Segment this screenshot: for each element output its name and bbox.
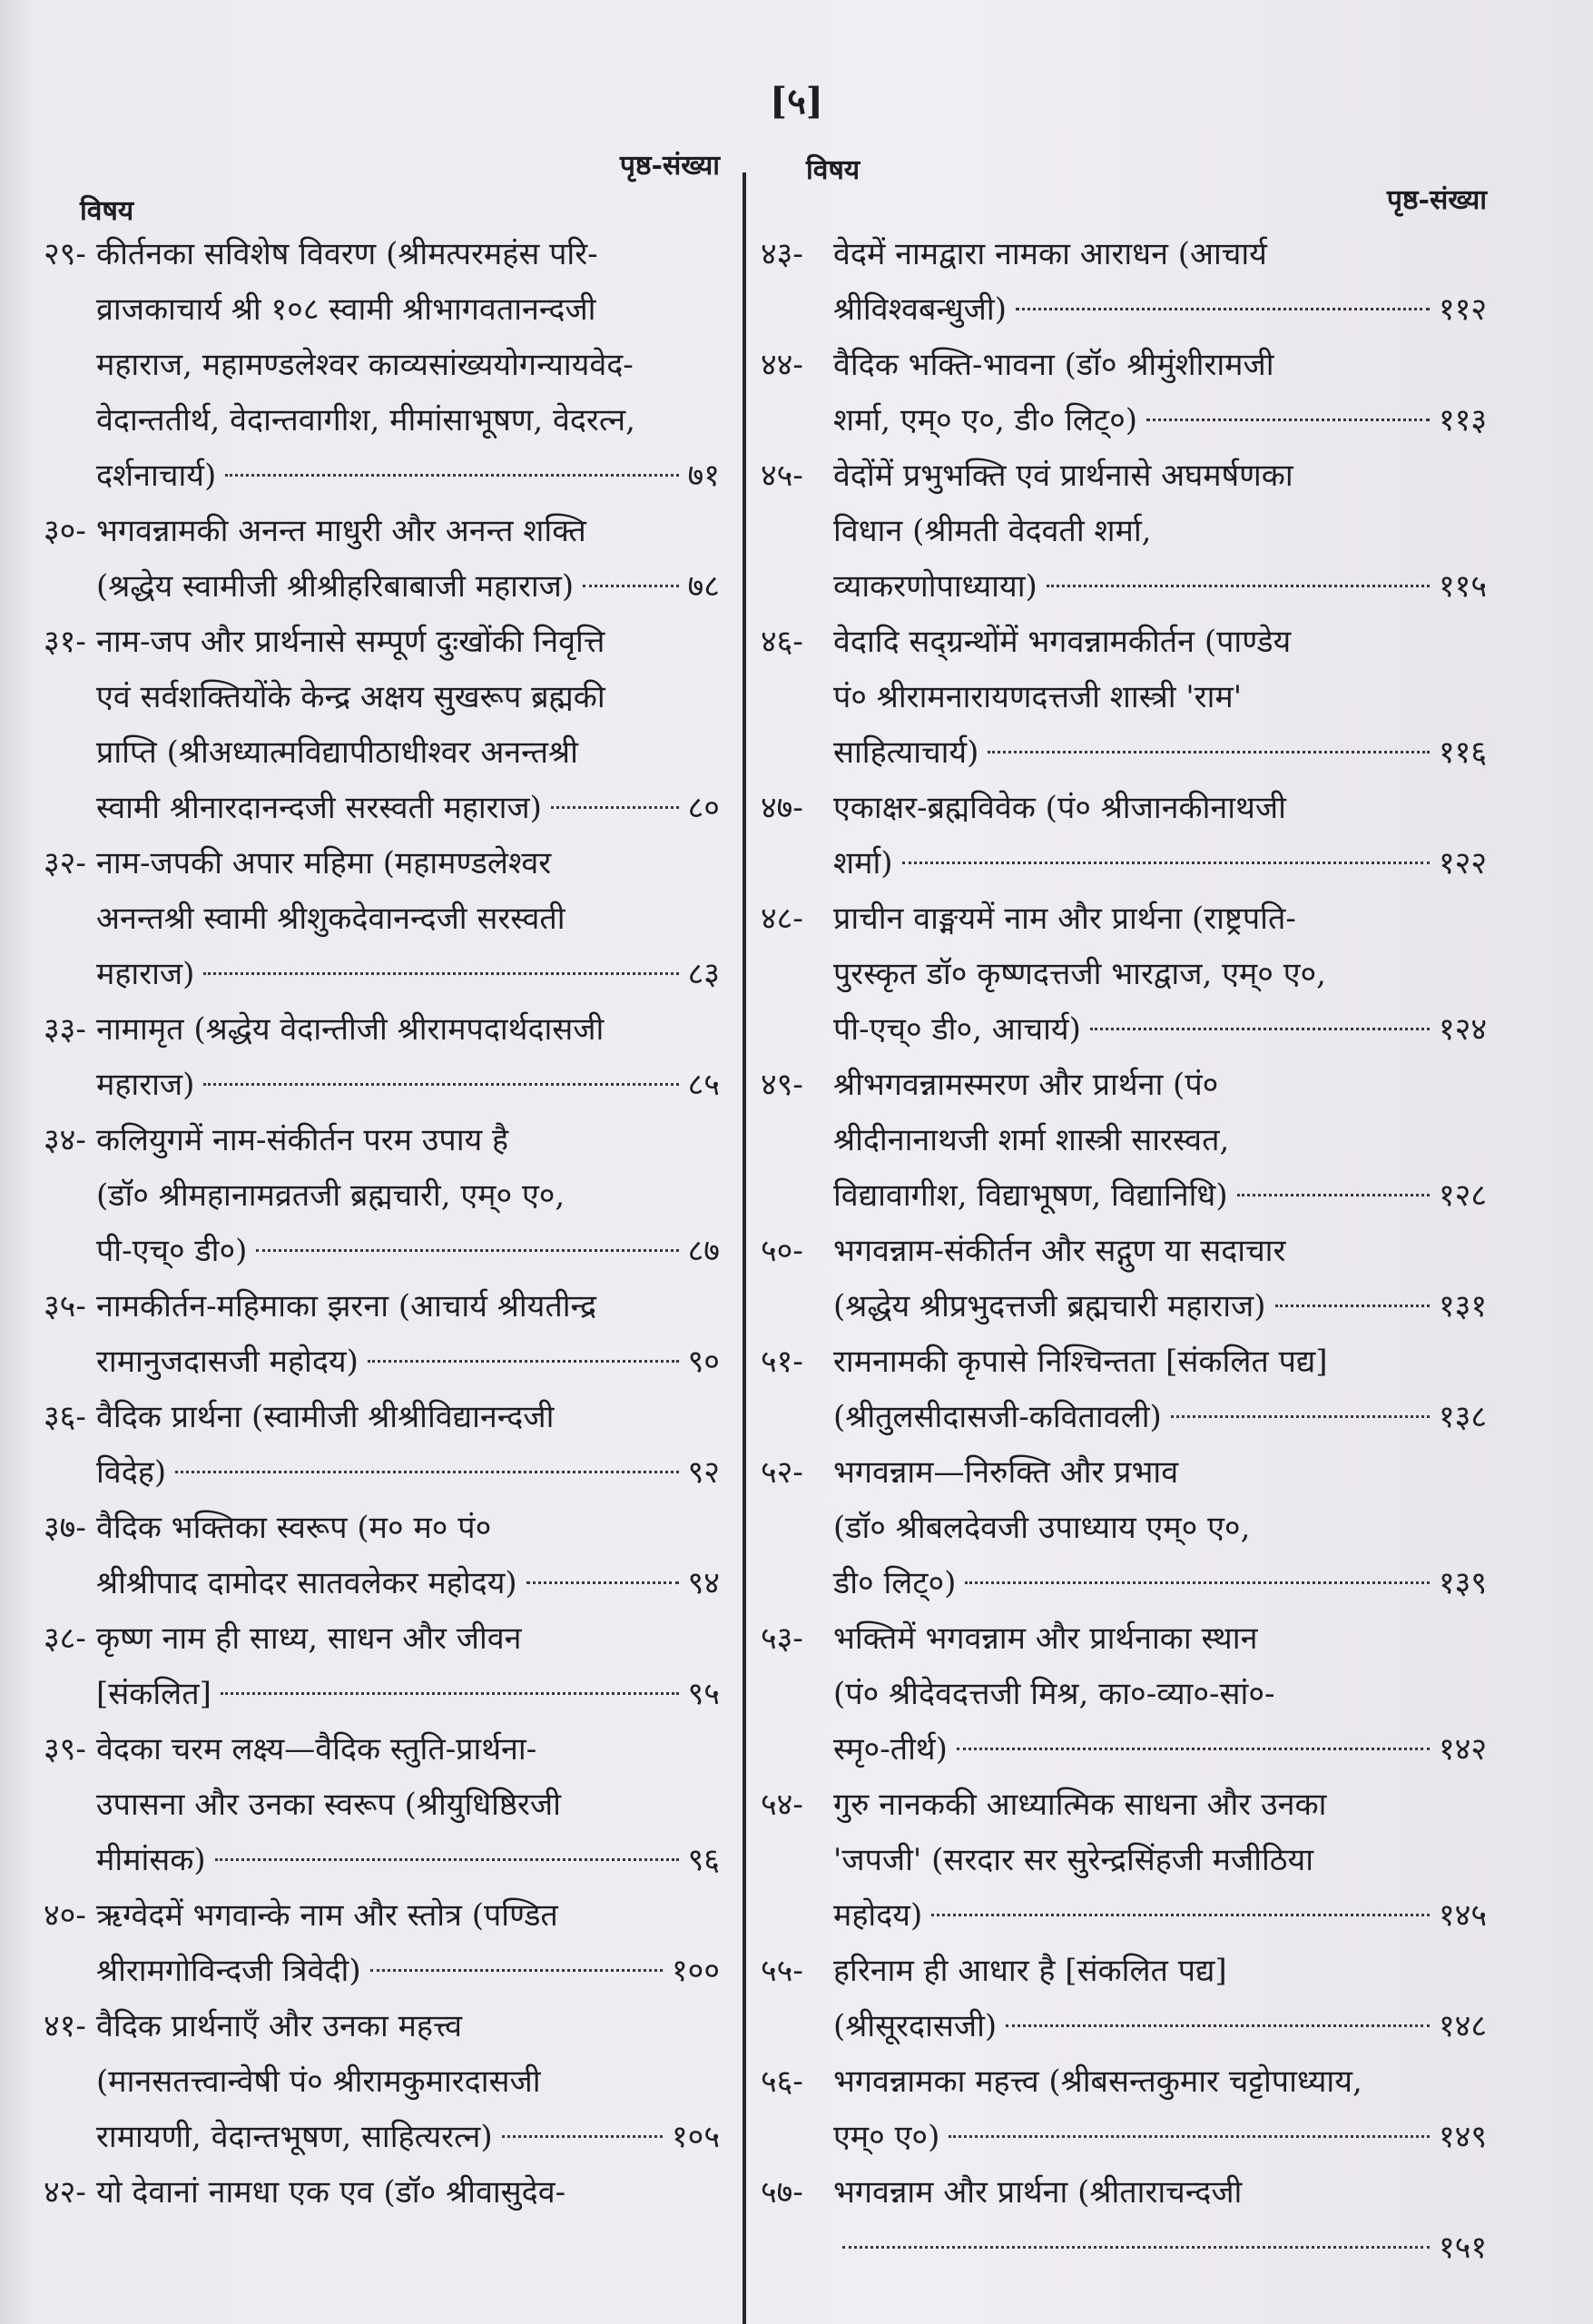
dot-leader xyxy=(551,806,679,809)
toc-entry xyxy=(761,448,1487,615)
toc-entry xyxy=(761,781,1487,891)
entry-body xyxy=(833,1445,1487,1611)
entry-page-number: ९५ xyxy=(687,1676,720,1712)
entry-body xyxy=(833,1944,1487,2054)
entry-body xyxy=(833,1777,1487,1944)
entry-last-text: विद्यावागीश, विद्याभूषण, विद्यानिधि) xyxy=(833,1177,1228,1214)
entry-number: ५२- xyxy=(761,1454,803,1491)
toc-entry xyxy=(761,1224,1487,1334)
entry-page-number: ९० xyxy=(687,1344,720,1380)
entry-last-line xyxy=(833,1999,1487,2054)
entry-page-number: १०५ xyxy=(671,2119,720,2155)
entry-page-number: ८७ xyxy=(687,1233,720,1269)
entry-body xyxy=(96,1722,720,1888)
entry-text-line: पं० श्रीरामनारायणदत्तजी शास्त्री 'राम' xyxy=(833,679,1243,715)
toc-entry xyxy=(44,227,720,504)
entry-body xyxy=(833,338,1487,448)
toc-entry xyxy=(44,1722,720,1888)
entry-last-text: स्वामी श्रीनारदानन्दजी सरस्वती महाराज) xyxy=(96,790,542,826)
entry-body xyxy=(833,1334,1487,1445)
entry-text-line: प्राचीन वाङ्मयमें नाम और प्रार्थना (राष्ट्रपति- xyxy=(833,901,1296,937)
toc-entry xyxy=(44,1999,720,2165)
entry-last-line xyxy=(833,1168,1487,1224)
entry-page-number: ८३ xyxy=(687,956,720,992)
entry-last-line xyxy=(833,1002,1487,1058)
toc-entry xyxy=(761,338,1487,448)
entry-body xyxy=(833,2165,1487,2276)
dot-leader xyxy=(1275,1305,1430,1307)
entry-text-line: रामनामकी कृपासे निश्चिन्तता [संकलित पद्य] xyxy=(833,1344,1328,1380)
entry-text-line: अनन्तश्री स्वामी श्रीशुकदेवानन्दजी सरस्वती xyxy=(96,901,565,937)
left-column-header xyxy=(44,145,720,227)
entry-body xyxy=(96,1113,720,1279)
entry-number: ३१- xyxy=(44,624,86,660)
entry-text-line: (डॉ० श्रीमहानामव्रतजी ब्रह्मचारी, एम्० ए०, xyxy=(96,1177,565,1214)
entry-body xyxy=(833,1611,1487,1777)
entry-last-line xyxy=(833,2221,1487,2276)
entry-number: ३३- xyxy=(44,1011,86,1048)
entry-number: ३२- xyxy=(44,845,86,881)
entry-number: ४७- xyxy=(761,790,803,826)
right-column xyxy=(761,145,1487,2276)
dot-leader xyxy=(256,1249,678,1252)
entry-last-line xyxy=(96,781,720,836)
entry-last-line xyxy=(96,1334,720,1390)
entry-page-number: १४९ xyxy=(1438,2119,1487,2155)
entry-last-line xyxy=(833,725,1487,781)
entry-text-line: श्रीभगवन्नामस्मरण और प्रार्थना (पं० xyxy=(833,1067,1219,1103)
entry-body xyxy=(96,504,720,615)
entry-text-line: भगवन्नाम—निरुक्ति और प्रभाव xyxy=(833,1454,1179,1491)
entry-page-number: ९४ xyxy=(687,1565,720,1601)
dot-leader xyxy=(221,1692,679,1695)
entry-page-number: ११२ xyxy=(1438,291,1487,328)
entry-text-line: भगवन्नामकी अनन्त माधुरी और अनन्त शक्ति xyxy=(96,513,586,549)
entry-text-line: नाम-जपकी अपार महिमा (महामण्डलेश्वर xyxy=(96,845,552,881)
entry-last-text: मीमांसक) xyxy=(96,1842,206,1878)
entry-body xyxy=(833,2054,1487,2165)
toc-entry xyxy=(44,1113,720,1279)
entry-text-line: श्रीदीनानाथजी शर्मा शास्त्री सारस्वत, xyxy=(833,1122,1230,1158)
entry-page-number: १३९ xyxy=(1438,1565,1487,1601)
entry-text-line: एवं सर्वशक्तियोंके केन्द्र अक्षय सुखरूप ब्रह्मकी xyxy=(96,679,605,715)
dot-leader xyxy=(203,972,678,975)
entry-body xyxy=(96,1888,720,1999)
entry-last-text: महाराज) xyxy=(96,1067,195,1103)
entry-body xyxy=(96,1999,720,2165)
toc-entry xyxy=(761,1944,1487,2054)
entry-last-line xyxy=(833,1556,1487,1611)
dot-leader xyxy=(842,2246,1430,2249)
toc-entry xyxy=(761,2054,1487,2165)
entry-page-number: ११५ xyxy=(1438,568,1487,605)
entry-text-line: (डॉ० श्रीबलदेवजी उपाध्याय एम्० ए०, xyxy=(833,1510,1251,1546)
entry-page-number: ११३ xyxy=(1438,402,1487,438)
dot-leader xyxy=(583,585,678,587)
entry-number: ५०- xyxy=(761,1233,803,1269)
entry-text-line: वैदिक प्रार्थनाएँ और उनका महत्त्व xyxy=(96,2008,462,2044)
entry-text-line: भगवन्नाम-संकीर्तन और सद्गुण या सदाचार xyxy=(833,1233,1286,1269)
entry-text-line: महाराज, महामण्डलेश्वर काव्यसांख्ययोगन्यायवेद- xyxy=(96,347,634,383)
toc-entry xyxy=(44,1888,720,1999)
entry-page-number: ९६ xyxy=(687,1842,720,1878)
entry-body xyxy=(96,2165,720,2221)
entry-last-line xyxy=(96,1667,720,1722)
entry-number: २९- xyxy=(44,236,86,272)
entry-last-line xyxy=(833,1390,1487,1445)
entry-last-text: (श्रीतुलसीदासजी-कवितावली) xyxy=(833,1399,1162,1435)
entry-last-line xyxy=(96,1445,720,1501)
dot-leader xyxy=(1237,1194,1430,1196)
entry-number: ५३- xyxy=(761,1620,803,1657)
dot-leader xyxy=(1146,419,1430,421)
entry-text-line: 'जपजी' (सरदार सर सुरेन्द्रसिंहजी मजीठिया xyxy=(833,1842,1314,1878)
entry-number: ४०- xyxy=(44,1897,86,1934)
entry-last-text: व्याकरणोपाध्याया) xyxy=(833,568,1037,605)
entry-last-line xyxy=(96,1944,720,1999)
entry-body xyxy=(96,1002,720,1113)
toc-entry xyxy=(761,1777,1487,1944)
entry-text-line: नाम-जप और प्रार्थनासे सम्पूर्ण दुःखोंकी निवृत्ति xyxy=(96,624,605,660)
toc-entry xyxy=(761,1611,1487,1777)
entry-last-text: श्रीश्रीपाद दामोदर सातवलेकर महोदय) xyxy=(96,1565,517,1601)
dot-leader xyxy=(1171,1415,1430,1418)
entry-body xyxy=(96,1501,720,1611)
left-subject-heading: विषय xyxy=(80,195,134,227)
entry-last-text: श्रीविश्वबन्धुजी) xyxy=(833,291,1007,328)
dot-leader xyxy=(526,1581,679,1584)
entry-body xyxy=(833,781,1487,891)
dot-leader xyxy=(368,1360,679,1363)
entry-number: ४४- xyxy=(761,347,803,383)
left-entry-list xyxy=(44,227,720,2221)
toc-entry xyxy=(44,1390,720,1501)
entry-number: ५४- xyxy=(761,1787,803,1823)
entry-last-line xyxy=(96,1058,720,1113)
entry-page-number: १४५ xyxy=(1438,1897,1487,1934)
column-divider xyxy=(742,172,746,2324)
entry-last-text: (श्रद्धेय स्वामीजी श्रीश्रीहरिबाबाजी महाराज) xyxy=(96,568,575,605)
entry-last-text: पी-एच्० डी०) xyxy=(96,1233,248,1269)
entry-text-line: व्राजकाचार्य श्री १०८ स्वामी श्रीभागवतानन्दजी xyxy=(96,291,596,328)
entry-number: ३०- xyxy=(44,513,86,549)
entry-last-text: [संकलित] xyxy=(96,1676,211,1712)
entry-last-text: महाराज) xyxy=(96,956,195,992)
entry-page-number: १२२ xyxy=(1438,845,1487,881)
toc-entry xyxy=(761,891,1487,1058)
entry-last-text: डी० लिट्०) xyxy=(833,1565,957,1601)
entry-text-line: वेदादि सद्ग्रन्थोंमें भगवन्नामकीर्तन (पाण्डेय xyxy=(833,624,1292,660)
entry-body xyxy=(833,891,1487,1058)
toc-entry xyxy=(761,227,1487,338)
entry-text-line: वैदिक भक्तिका स्वरूप (म० म० पं० xyxy=(96,1510,492,1546)
toc-entry xyxy=(761,1334,1487,1445)
entry-last-line xyxy=(96,559,720,615)
entry-text-line: भक्तिमें भगवन्नाम और प्रार्थनाका स्थान xyxy=(833,1620,1258,1657)
entry-body xyxy=(96,615,720,836)
entry-text-line: नामामृत (श्रद्धेय वेदान्तीजी श्रीरामपदार्थदासजी xyxy=(96,1011,605,1048)
entry-page-number: १४८ xyxy=(1438,2008,1487,2044)
entry-number: ५५- xyxy=(761,1953,803,1989)
entry-page-number: ८० xyxy=(687,790,720,826)
entry-text-line: उपासना और उनका स्वरूप (श्रीयुधिष्ठिरजी xyxy=(96,1787,561,1823)
entry-text-line: कृष्ण नाम ही साध्य, साधन और जीवन xyxy=(96,1620,522,1657)
entry-last-line xyxy=(833,1722,1487,1777)
entry-number: ५१- xyxy=(761,1344,803,1380)
entry-text-line: कीर्तनका सविशेष विवरण (श्रीमत्परमहंस परि- xyxy=(96,236,598,272)
right-page-count-heading: पृष्ठ-संख्या xyxy=(1386,184,1487,216)
entry-number: ४२- xyxy=(44,2174,86,2211)
entry-text-line: वेदान्ततीर्थ, वेदान्तवागीश, मीमांसाभूषण, वेदरत्न, xyxy=(96,402,635,438)
entry-body xyxy=(833,1058,1487,1224)
dot-leader xyxy=(902,862,1430,864)
dot-leader xyxy=(931,1914,1430,1916)
entry-last-text: महोदय) xyxy=(833,1897,923,1934)
entry-body xyxy=(833,1224,1487,1334)
entry-page-number: ११६ xyxy=(1438,734,1487,771)
dot-leader xyxy=(949,2135,1430,2138)
entry-text-line: भगवन्नामका महत्त्व (श्रीबसन्तकुमार चट्टोपाध्याय, xyxy=(833,2063,1362,2100)
entry-last-text: साहित्याचार्य) xyxy=(833,734,979,771)
left-page-count-heading: पृष्ठ-संख्या xyxy=(619,150,720,182)
entry-number: ४९- xyxy=(761,1067,803,1103)
dot-leader xyxy=(502,2135,663,2138)
dot-leader xyxy=(1047,585,1430,587)
entry-page-number: १२४ xyxy=(1438,1011,1487,1048)
entry-last-line xyxy=(833,1888,1487,1944)
entry-number: ५६- xyxy=(761,2063,803,2100)
right-entry-list xyxy=(761,227,1487,2276)
dot-leader xyxy=(225,474,678,477)
toc-entry xyxy=(44,615,720,836)
entry-text-line: वेदका चरम लक्ष्य—वैदिक स्तुति-प्रार्थना- xyxy=(96,1731,537,1768)
entry-last-text: दर्शनाचार्य) xyxy=(96,458,217,494)
entry-last-line xyxy=(833,1279,1487,1334)
entry-last-text: स्मृ०-तीर्थ) xyxy=(833,1731,948,1768)
entry-page-number: ९२ xyxy=(687,1454,720,1491)
entry-number: ३९- xyxy=(44,1731,86,1768)
entry-text-line: कलियुगमें नाम-संकीर्तन परम उपाय है xyxy=(96,1122,509,1158)
entry-last-text: रामायणी, वेदान्तभूषण, साहित्यरत्न) xyxy=(96,2119,493,2155)
entry-page-number: ८५ xyxy=(687,1067,720,1103)
entry-number: ३८- xyxy=(44,1620,86,1657)
toc-entry xyxy=(44,1279,720,1390)
right-column-header xyxy=(761,145,1487,227)
entry-text-line: गुरु नानककी आध्यात्मिक साधना और उनका xyxy=(833,1787,1327,1823)
entry-last-line xyxy=(833,2110,1487,2165)
dot-leader xyxy=(215,1858,679,1861)
dot-leader xyxy=(1006,2024,1430,2027)
toc-entry xyxy=(761,1058,1487,1224)
dot-leader xyxy=(370,1969,663,1972)
entry-last-line xyxy=(96,947,720,1002)
toc-entry xyxy=(761,615,1487,781)
entry-number: ४१- xyxy=(44,2008,86,2044)
entry-text-line: भगवन्नाम और प्रार्थना (श्रीताराचन्दजी xyxy=(833,2174,1243,2211)
toc-entry xyxy=(44,1501,720,1611)
entry-body xyxy=(833,615,1487,781)
toc-entry xyxy=(44,1611,720,1722)
dot-leader xyxy=(965,1581,1430,1584)
entry-last-text: एम्० ए०) xyxy=(833,2119,940,2155)
entry-text-line: पुरस्कृत डॉ० कृष्णदत्तजी भारद्वाज, एम्० ए०, xyxy=(833,956,1326,992)
entry-last-line xyxy=(833,282,1487,338)
entry-last-line xyxy=(96,1224,720,1279)
dot-leader xyxy=(1016,308,1430,310)
dot-leader xyxy=(1090,1028,1430,1030)
left-column xyxy=(44,145,720,2221)
entry-text-line: (मानसतत्त्वान्वेषी पं० श्रीरामकुमारदासजी xyxy=(96,2063,541,2100)
entry-page-number: १२८ xyxy=(1438,1177,1487,1214)
entry-text-line: यो देवानां नामधा एक एव (डॉ० श्रीवासुदेव- xyxy=(96,2174,566,2211)
entry-text-line: विधान (श्रीमती वेदवती शर्मा, xyxy=(833,513,1152,549)
dot-leader xyxy=(957,1748,1430,1750)
entry-number: ३४- xyxy=(44,1122,86,1158)
page-number: [५] xyxy=(770,80,823,123)
entry-last-text: पी-एच्० डी०, आचार्य) xyxy=(833,1011,1081,1048)
entry-last-text: श्रीरामगोविन्दजी त्रिवेदी) xyxy=(96,1953,361,1989)
toc-entry xyxy=(44,1002,720,1113)
entry-body xyxy=(833,227,1487,338)
entry-number: ४३- xyxy=(761,236,803,272)
entry-last-text: (श्रद्धेय श्रीप्रभुदत्तजी ब्रह्मचारी महाराज) xyxy=(833,1288,1266,1324)
entry-number: ५७- xyxy=(761,2174,803,2211)
entry-last-line xyxy=(96,2110,720,2165)
entry-text-line: प्राप्ति (श्रीअध्यात्मविद्यापीठाधीश्वर अनन्तश्री xyxy=(96,734,578,771)
entry-body xyxy=(96,1279,720,1390)
toc-entry xyxy=(44,504,720,615)
entry-last-line xyxy=(96,1833,720,1888)
entry-last-line xyxy=(833,559,1487,615)
entry-page-number: १५१ xyxy=(1438,2230,1487,2266)
entry-text-line: ऋग्वेदमें भगवान्के नाम और स्तोत्र (पण्डित xyxy=(96,1897,558,1934)
entry-number: ३६- xyxy=(44,1399,86,1435)
entry-body xyxy=(96,1390,720,1501)
entry-text-line: नामकीर्तन-महिमाका झरना (आचार्य श्रीयतीन्द्र xyxy=(96,1288,597,1324)
entry-body xyxy=(96,1611,720,1722)
entry-number: ४८- xyxy=(761,901,803,937)
entry-text-line: वैदिक भक्ति-भावना (डॉ० श्रीमुंशीरामजी xyxy=(833,347,1274,383)
entry-page-number: ७१ xyxy=(687,458,720,494)
entry-page-number: १०० xyxy=(671,1953,720,1989)
entry-text-line: वेदमें नामद्वारा नामका आराधन (आचार्य xyxy=(833,236,1267,272)
dot-leader xyxy=(175,1471,679,1473)
entry-number: ३७- xyxy=(44,1510,86,1546)
entry-last-line xyxy=(96,448,720,504)
entry-text-line: वैदिक प्रार्थना (स्वामीजी श्रीश्रीविद्यानन्दजी xyxy=(96,1399,555,1435)
entry-text-line: (पं० श्रीदेवदत्तजी मिश्र, का०-व्या०-सां०- xyxy=(833,1676,1275,1712)
entry-number: ४५- xyxy=(761,458,803,494)
right-subject-heading: विषय xyxy=(806,154,860,186)
entry-page-number: १३१ xyxy=(1438,1288,1487,1324)
entry-last-text: शर्मा, एम्० ए०, डी० लिट्०) xyxy=(833,402,1138,438)
dot-leader xyxy=(988,751,1430,753)
entry-last-line xyxy=(833,836,1487,891)
entry-page-number: १३८ xyxy=(1438,1399,1487,1435)
entry-number: ३५- xyxy=(44,1288,86,1324)
entry-last-line xyxy=(96,1556,720,1611)
entry-page-number: ७८ xyxy=(687,568,720,605)
entry-text-line: वेदोंमें प्रभुभक्ति एवं प्रार्थनासे अघमर्षणका xyxy=(833,458,1293,494)
entry-body xyxy=(96,836,720,1002)
entry-last-text: रामानुजदासजी महोदय) xyxy=(96,1344,359,1380)
entry-last-text: (श्रीसूरदासजी) xyxy=(833,2008,998,2044)
entry-number: ४६- xyxy=(761,624,803,660)
entry-last-text: विदेह) xyxy=(96,1454,167,1491)
dot-leader xyxy=(203,1083,678,1086)
toc-entry xyxy=(761,2165,1487,2276)
entry-last-text: शर्मा) xyxy=(833,845,893,881)
entry-text-line: हरिनाम ही आधार है [संकलित पद्य] xyxy=(833,1953,1227,1989)
toc-entry xyxy=(44,836,720,1002)
toc-entry xyxy=(44,2165,720,2221)
toc-entry xyxy=(761,1445,1487,1611)
entry-page-number: १४२ xyxy=(1438,1731,1487,1768)
entry-text-line: एकाक्षर-ब्रह्मविवेक (पं० श्रीजानकीनाथजी xyxy=(833,790,1286,826)
entry-last-line xyxy=(833,393,1487,448)
entry-body xyxy=(96,227,720,504)
entry-body xyxy=(833,448,1487,615)
